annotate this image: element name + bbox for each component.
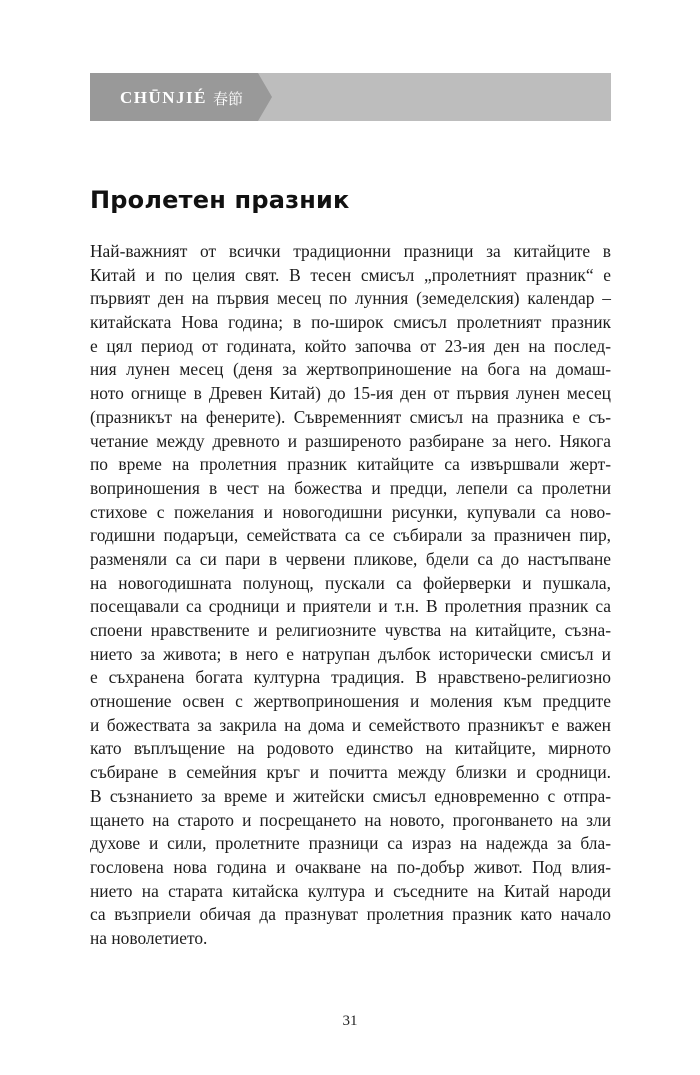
body-paragraph [90, 240, 611, 951]
paragraph-line: на новолетието. [90, 927, 208, 948]
paragraph-line: (празникът на фенерите). Съвременният смисъл на празника е съ- [90, 406, 611, 427]
paragraph-line: ния лунен месец (деня за жертвоприношение на бога на домаш- [90, 359, 611, 380]
page-number: 31 [342, 1013, 358, 1029]
paragraph-line: ното огнище в Древен Китай) до 15-ия ден от първия лунен месец [90, 383, 611, 404]
paragraph-line: духове и сили, пролетните празници са израз на надежда за бла- [90, 833, 611, 854]
paragraph-line: събиране в семейния кръг и почитта между близки и сродници. [90, 762, 611, 783]
paragraph-line: Китай и по целия свят. В тесен смисъл „пролетният празник“ е [90, 264, 611, 285]
paragraph-line: нието за живота; в него е натрупан дълбок исторически смисъл и [90, 643, 611, 664]
paragraph-line: китайската Нова година; в по-широк смисъл пролетният празник [90, 312, 611, 333]
paragraph-line: разменяли са си пари в червени пликове, бдели са до настъпване [90, 548, 611, 569]
paragraph-line: стихове с пожелания и новогодишни рисунки, купували са ново- [90, 501, 611, 522]
paragraph-line: като въплъщение на родовото единство на китайците, мирното [90, 738, 611, 759]
paragraph-line: воприношения в чест на божества и предци, лепели са пролетни [90, 477, 611, 498]
paragraph-line: щането на старото и посрещането на новото, прогонването на зли [90, 809, 611, 830]
paragraph-line: посещавали са сродници и приятели и т.н. В пролетния празник са [90, 596, 611, 617]
paragraph-line: В съзнанието за време и житейски смисъл едновременно с отпра- [90, 785, 611, 806]
paragraph-line: и божествата за закрила на дома и семейството празникът е важен [90, 714, 611, 735]
paragraph-line: е съхранена богата културна традиция. В нравствено-религиозно [90, 667, 611, 688]
paragraph-line: споени нравствените и религиозните чувства на китайците, съзна- [90, 620, 611, 640]
paragraph-line: на новогодишната полунощ, пускали са фойерверки и пушкала, [90, 572, 611, 593]
chapter-label-chinese: 春節 [213, 89, 244, 108]
paragraph-line: първият ден на първия месец по лунния (земеделския) календар – [90, 288, 611, 309]
paragraph-line: са възприели обичая да празнуват пролетния празник като начало [90, 904, 611, 925]
chapter-label-latin: CHŪNJIÉ [120, 88, 208, 107]
paragraph-line: нието на старата китайска култура и съседните на Китай народи [90, 880, 611, 901]
paragraph-line: Най-важният от всички традиционни празници за китайците в [90, 241, 611, 261]
chapter-label [120, 84, 243, 112]
paragraph-line: по време на пролетния празник китайците са извършвали жерт- [90, 454, 611, 475]
paragraph-line: четание между древното и разширеното разбиране за него. Някога [90, 430, 611, 451]
paragraph-line: отношение освен с жертвоприношения и моления към предците [90, 691, 611, 712]
paragraph-line: гословена нова година и очакване на по-добър живот. Под влия- [90, 856, 611, 877]
paragraph-line: е цял период от годината, който започва от 23-ия ден на послед- [90, 335, 611, 356]
section-title: Пролетен празник [90, 186, 350, 214]
paragraph-line: годишни подаръци, семействата са се събирали за празничен пир, [90, 525, 611, 546]
